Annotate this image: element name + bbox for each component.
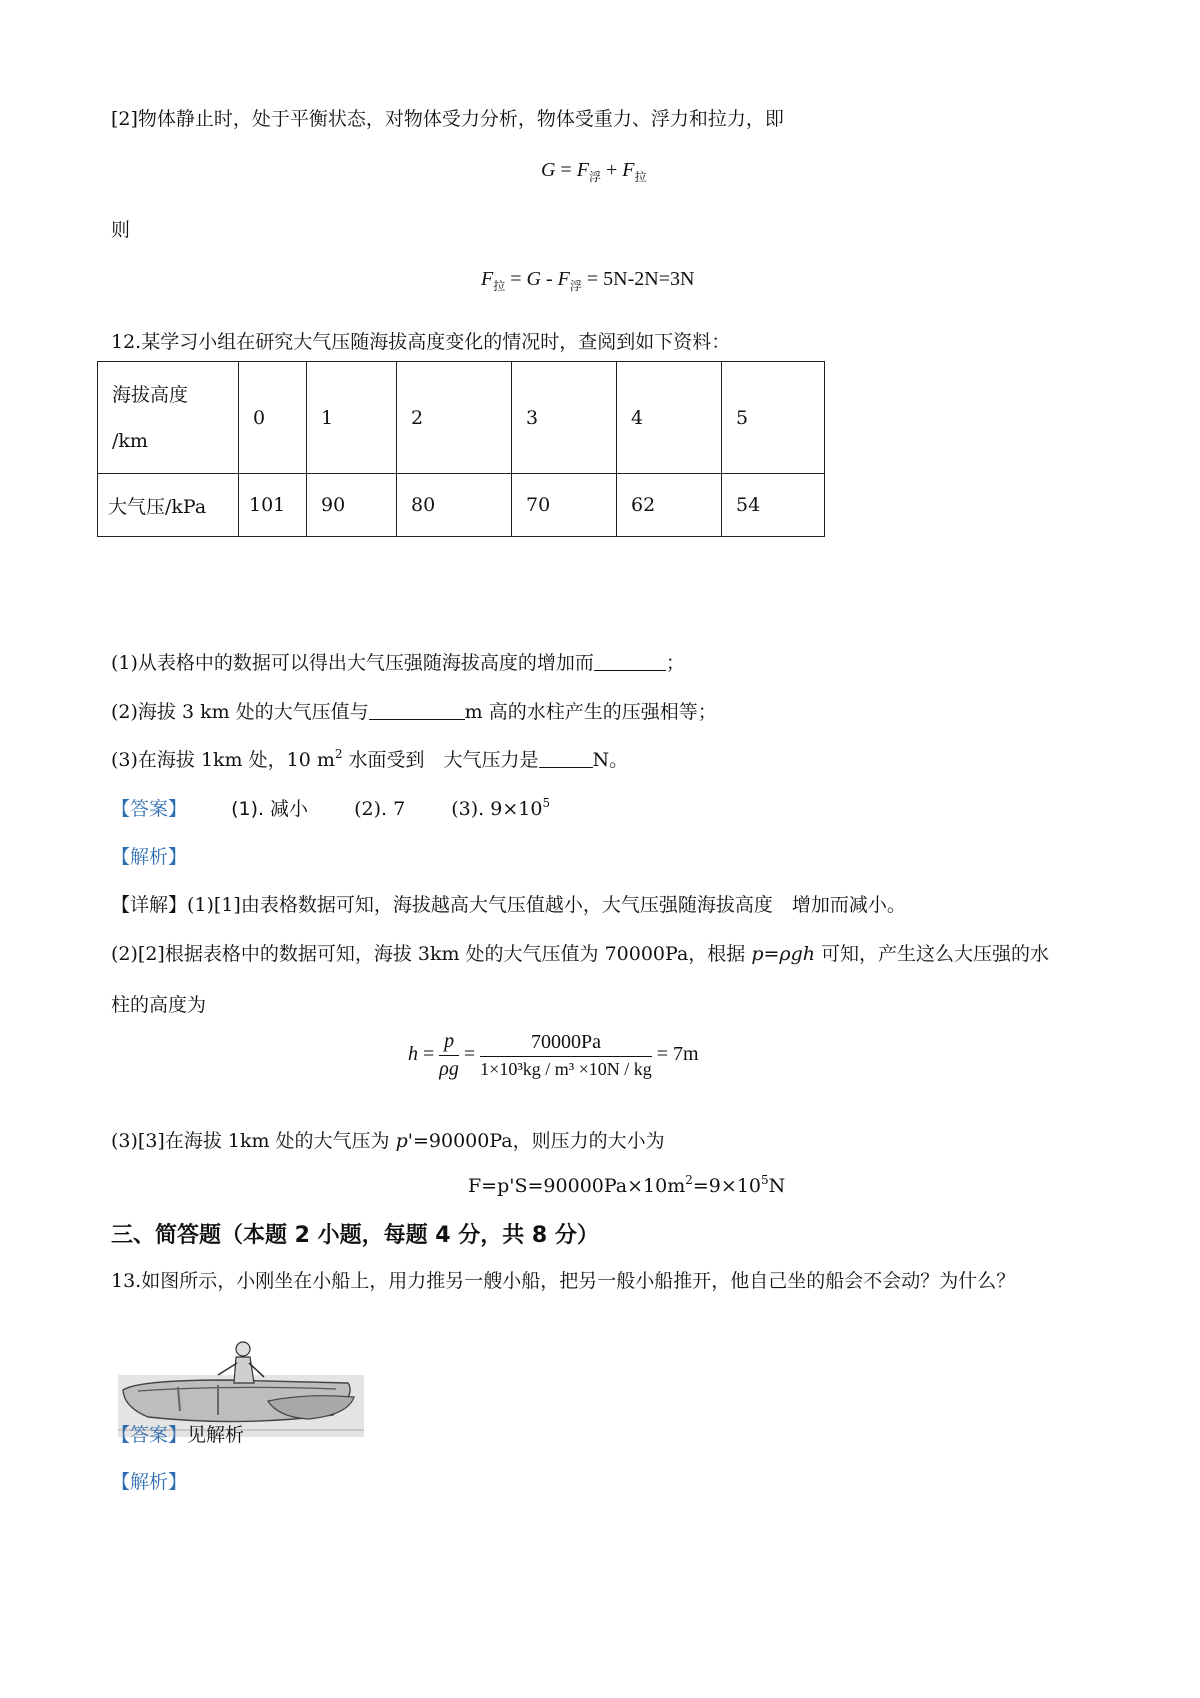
table-cell: 1 [307, 362, 397, 474]
answer-line [111, 794, 550, 821]
answer-2: (2). 7 [354, 798, 406, 820]
analysis-label: 【解析】 [111, 846, 188, 868]
detail-1-text: (1)[1]由表格数据可知，海拔越高大气压值越小，大气压强随海拔高度 增加而减小。 [187, 894, 906, 916]
eq4-unit: N [768, 1175, 786, 1197]
table-cell: 3 [512, 362, 617, 474]
superscript: 2 [685, 1173, 693, 1187]
superscript: 5 [542, 796, 551, 810]
equation-height [408, 1030, 699, 1081]
person-body [234, 1357, 254, 1383]
analysis-13-label: 【解析】 [111, 1471, 188, 1493]
answer-blank [594, 652, 666, 671]
eq-symbol-f-buoyancy: F [576, 159, 589, 181]
detail-3-text: (3)[3]在海拔 1km 处的大气压为 [111, 1130, 396, 1152]
subquestion-1 [111, 648, 685, 675]
table-cell: 80 [397, 474, 512, 537]
equation-force [468, 1173, 785, 1197]
superscript: 2 [334, 747, 343, 761]
table-row [98, 474, 825, 537]
detail-1 [111, 890, 906, 917]
table-header-pressure: 大气压/kPa [98, 474, 239, 537]
answer-13-text: 见解析 [187, 1424, 245, 1446]
altitude-pressure-table [97, 361, 825, 537]
eq2-subscript-buoyancy: 浮 [569, 279, 582, 293]
answer-13 [111, 1420, 244, 1447]
fraction-denominator: ρg [439, 1058, 459, 1080]
eq2-symbol-f-buoyancy: F [557, 268, 570, 290]
table-header-altitude-label: 海拔高度 [112, 383, 189, 406]
eq3-equals-2: = [463, 1043, 481, 1066]
subquestion-2-end: m 高的水柱产生的压强相等； [464, 701, 717, 723]
subquestion-3-text: (3)在海拔 1km 处，10 m [111, 749, 335, 771]
eq-equals: = [555, 159, 577, 181]
table-header-altitude-unit: /km [112, 429, 148, 452]
eq3-equals: = [418, 1043, 440, 1066]
formula-inline: p=ρgh [751, 943, 815, 965]
answer-label: 【答案】 [111, 1424, 188, 1446]
table-cell: 0 [239, 362, 307, 474]
detail-2-cont: 柱的高度为 [111, 994, 207, 1016]
subquestion-1-end: ； [665, 652, 685, 674]
detail-2-text: (2)[2]根据表格中的数据可知，海拔 3km 处的大气压值为 70000Pa，根据 [111, 943, 752, 965]
detail-3 [111, 1126, 665, 1153]
table-cell: 70 [512, 474, 617, 537]
table-cell: 4 [617, 362, 722, 474]
fraction-p-over-rhog [439, 1030, 459, 1081]
fraction-values [480, 1031, 652, 1080]
answer-blank [539, 749, 593, 768]
answer-label: 【答案】 [111, 798, 188, 820]
detail-2-text-2: 可知，产生这么大压强的水 [814, 943, 1050, 965]
eq2-symbol-f: F [481, 268, 494, 290]
table-row [98, 362, 825, 474]
table-cell: 90 [307, 474, 397, 537]
paragraph-force-analysis: [2]物体静止时，处于平衡状态，对物体受力分析，物体受重力、浮力和拉力，即 [111, 108, 784, 130]
eq-symbol-f-tension: F [622, 159, 635, 181]
subquestion-1-text: (1)从表格中的数据可以得出大气压强随海拔高度的增加而 [111, 652, 594, 674]
eq-subscript-tension: 拉 [634, 170, 647, 184]
superscript: 5 [761, 1173, 769, 1187]
table-cell: 2 [397, 362, 512, 474]
fraction-denominator: 1×10³kg / m³ ×10N / kg [480, 1059, 652, 1079]
subquestion-3 [111, 745, 628, 772]
eq2-result: = 5N-2N=3N [581, 268, 695, 290]
detail-2 [111, 939, 1049, 966]
eq2-symbol-g: G [526, 268, 541, 290]
answer-blank [369, 701, 465, 720]
subquestion-2-text: (2)海拔 3 km 处的大气压值与 [111, 701, 369, 723]
eq4-text-2: =9×10 [692, 1175, 761, 1197]
subquestion-3-end: N。 [592, 749, 629, 771]
table-cell: 54 [722, 474, 825, 537]
eq-subscript-buoyancy: 浮 [588, 170, 601, 184]
equation-balance [541, 159, 646, 185]
person-head [236, 1342, 250, 1356]
eq-plus: + [600, 159, 623, 181]
eq2-equals: = [505, 268, 527, 290]
table-cell: 62 [617, 474, 722, 537]
section-heading: 三、简答题（本题 2 小题，每题 4 分，共 8 分） [111, 1223, 599, 1248]
fraction-numerator: p [439, 1030, 459, 1056]
table-header-altitude [98, 362, 239, 474]
subquestion-2 [111, 697, 717, 724]
detail-3-text-2: =90000Pa，则压力的大小为 [412, 1130, 665, 1152]
answer-1: (1). 减小 [231, 798, 309, 820]
table-cell: 101 [239, 474, 307, 537]
symbol-p-prime: p' [395, 1130, 413, 1152]
question-13: 13.如图所示，小刚坐在小船上，用力推另一艘小船，把另一般小船推开，他自己坐的船会不会动？为什么？ [111, 1270, 1016, 1292]
equation-tension [481, 268, 694, 294]
detail-label: 【详解】 [111, 894, 188, 916]
eq3-result: = 7m [656, 1043, 699, 1066]
text-then: 则 [111, 219, 131, 241]
eq3-symbol-h: h [408, 1043, 418, 1066]
answer-3: (3). 9×10 [451, 798, 543, 820]
eq2-subscript-tension: 拉 [493, 279, 506, 293]
question-12: 12.某学习小组在研究大气压随海拔高度变化的情况时，查阅到如下资料： [111, 331, 731, 353]
table-cell: 5 [722, 362, 825, 474]
eq2-minus: - [540, 268, 558, 290]
subquestion-3-text-2: 水面受到 大气压力是 [342, 749, 539, 771]
eq4-text: F=p'S=90000Pa×10m [468, 1175, 686, 1197]
fraction-numerator: 70000Pa [480, 1031, 652, 1057]
eq-symbol-g: G [541, 159, 556, 181]
